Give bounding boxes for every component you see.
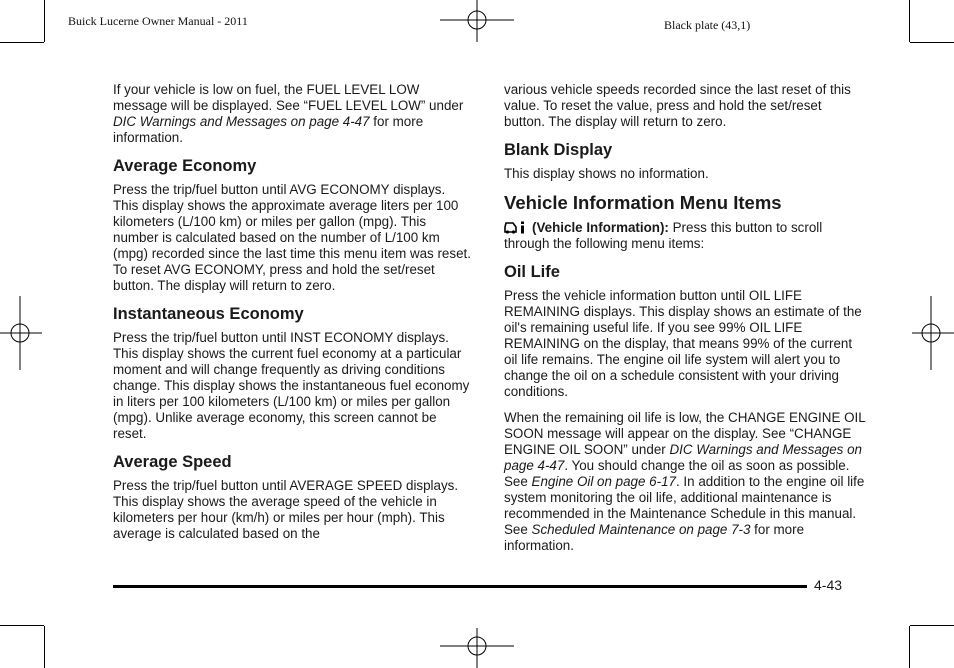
header-plate: Black plate (43,1) (664, 18, 751, 32)
heading-average-economy: Average Economy (113, 157, 257, 175)
left-column (113, 82, 471, 552)
average-economy-body: Press the trip/fuel button until AVG ECONOMY displays. This display shows the approximate average liters per 100 kilometers (L/100 km) or miles per gallon (mpg). This number is calculated based on the number of L/100 km (mpg) recorded since the last time this menu item was reset. To reset AVG ECONOMY, press and hold the set/reset button. The display will return to zero. (113, 182, 471, 293)
crop-mark (0, 625, 44, 626)
page-number: 4-43 (814, 577, 843, 593)
heading-instantaneous-economy: Instantaneous Economy (113, 305, 304, 323)
crop-mark (909, 0, 910, 42)
crop-mark (44, 626, 45, 668)
crop-mark (909, 626, 910, 668)
blank-display-body: This display shows no information. (504, 166, 709, 181)
crop-mark (910, 42, 954, 43)
crop-mark (910, 625, 954, 626)
vehicle-information-paragraph: (Vehicle Information): Press this button to scroll through the following menu items: (504, 220, 823, 251)
registration-mark-left (0, 296, 42, 370)
cross-reference-link[interactable]: Scheduled Maintenance on page 7-3 (531, 522, 751, 537)
heading-average-speed: Average Speed (113, 453, 232, 471)
oil-life-body-2: When the remaining oil life is low, the CHANGE ENGINE OIL SOON message will appear on the display. See “CHANGE ENGINE OIL SOON” under DIC Warnings and Messages on page 4-47. You should change the oil as soon as possible. See Engine Oil on page 6-17. In addition to the engine oil life system monitoring the oil life, additional maintenance is recommended in the Maintenance Schedule in this manual. See Scheduled Maintenance on page 7-3 for more information. (504, 410, 866, 553)
crop-mark (0, 42, 44, 43)
instantaneous-economy-body: Press the trip/fuel button until INST ECONOMY displays. This display shows the current fuel economy at a particular moment and will change frequently as driving conditions change. This display shows the instantaneous fuel economy in liters per 100 kilometers (L/100 km) or miles per gallon (mpg). Unlike average economy, this screen cannot be reset. (113, 330, 470, 441)
continued-paragraph: various vehicle speeds recorded since the last reset of this value. To reset the value, press and hold the set/reset button. The display will return to zero. (504, 82, 851, 129)
footer-rule (113, 585, 807, 588)
registration-mark-right (912, 296, 954, 370)
heading-oil-life: Oil Life (504, 263, 560, 281)
right-column (504, 82, 866, 564)
header-title: Buick Lucerne Owner Manual - 2011 (68, 14, 248, 28)
registration-mark-bottom (440, 628, 514, 668)
vehicle-information-label: (Vehicle Information): (532, 220, 669, 235)
registration-mark-top (440, 0, 514, 42)
oil-life-body-1: Press the vehicle information button until OIL LIFE REMAINING displays. This display shows an estimate of the oil's remaining useful life. If you see 99% OIL LIFE REMAINING on the display, that means 99% of the current oil life remains. The engine oil life system will alert you to change the oil on a schedule consistent with your driving conditions. (504, 288, 862, 399)
intro-paragraph: If your vehicle is low on fuel, the FUEL LEVEL LOW message will be displayed. See “FUEL LEVEL LOW” under DIC Warnings and Messages on page 4-47 for more information. (113, 82, 464, 145)
cross-reference-link[interactable]: DIC Warnings and Messages on page 4-47 (504, 442, 862, 473)
cross-reference-link[interactable]: Engine Oil on page 6-17 (531, 474, 676, 489)
heading-vehicle-information-menu: Vehicle Information Menu Items (504, 192, 782, 213)
average-speed-body: Press the trip/fuel button until AVERAGE SPEED displays. This display shows the average speed of the vehicle in kilometers per hour (km/h) or miles per hour (mph). This average is calculated based on the (113, 478, 459, 541)
cross-reference-link[interactable]: DIC Warnings and Messages on page 4-47 (113, 114, 370, 129)
vehicle-information-icon (504, 221, 528, 234)
heading-blank-display: Blank Display (504, 141, 613, 159)
crop-mark (44, 0, 45, 42)
